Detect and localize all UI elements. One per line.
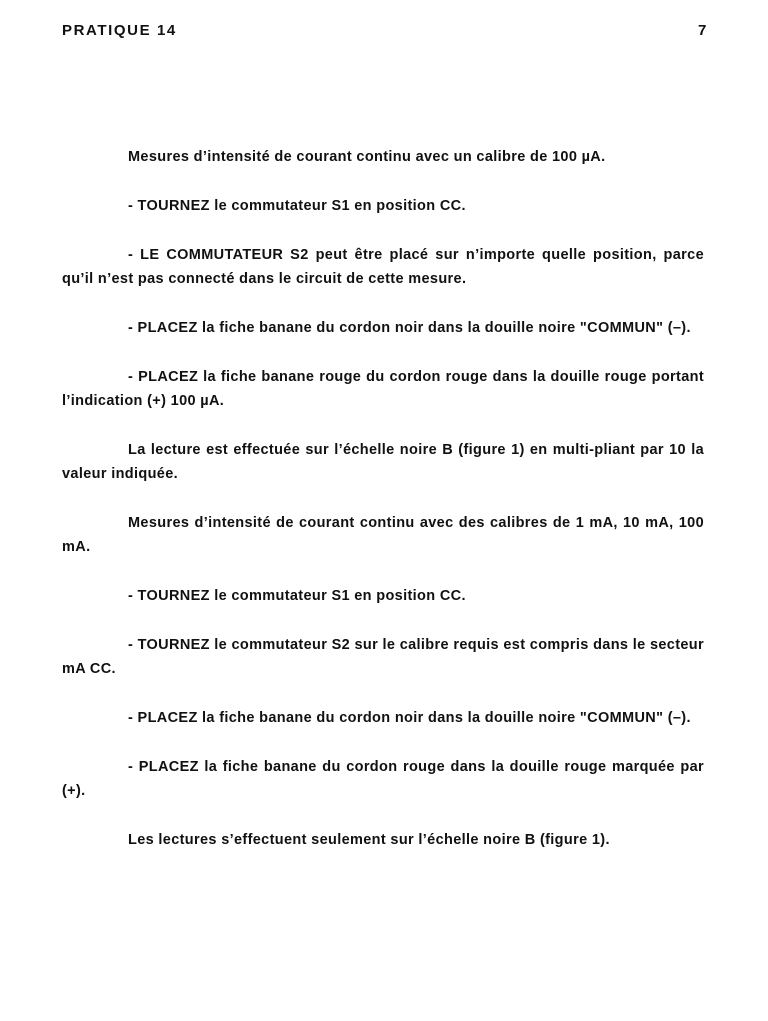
paragraph-black-lead: - PLACEZ la fiche banane du cordon noir dans la douille noire "COMMUN" (–). — [128, 320, 691, 336]
paragraph-readings-scale-b: Les lectures s’effectuent seulement sur l’échelle noire B (figure 1). — [128, 832, 610, 848]
paragraph-turn-s1-second: - TOURNEZ le commutateur S1 en position CC. — [128, 588, 466, 604]
paragraph-measure-100ua: Mesures d’intensité de courant continu avec un calibre de 100 µA. — [128, 149, 606, 165]
paragraph-black-lead-second: - PLACEZ la fiche banane du cordon noir dans la douille noire "COMMUN" (–). — [128, 710, 691, 726]
paragraph-turn-s2-range: - TOURNEZ le commutateur S2 sur le calibre requis est compris dans le secteur mA CC. — [62, 637, 704, 677]
paragraph-reading-scale-b: La lecture est effectuée sur l’échelle noire B (figure 1) en multi-pliant par 10 la valeur indiquée. — [62, 442, 704, 482]
paragraph-red-lead-plus: - PLACEZ la fiche banane du cordon rouge dans la douille rouge marquée par (+). — [62, 759, 704, 799]
page-body — [62, 145, 704, 877]
paragraph-s2-any-position: - LE COMMUTATEUR S2 peut être placé sur n’importe quelle position, parce qu’il n’est pas connecté dans le circuit de cette mesure. — [62, 247, 704, 287]
paragraph-red-lead-100ua: - PLACEZ la fiche banane rouge du cordon rouge dans la douille rouge portant l’indication (+) 100 µA. — [62, 369, 704, 409]
page-header-title: PRATIQUE 14 — [62, 22, 177, 39]
paragraph-measure-ma-ranges: Mesures d’intensité de courant continu avec des calibres de 1 mA, 10 mA, 100 mA. — [62, 515, 704, 555]
page-number: 7 — [698, 22, 707, 39]
paragraph-turn-s1: - TOURNEZ le commutateur S1 en position CC. — [128, 198, 466, 214]
